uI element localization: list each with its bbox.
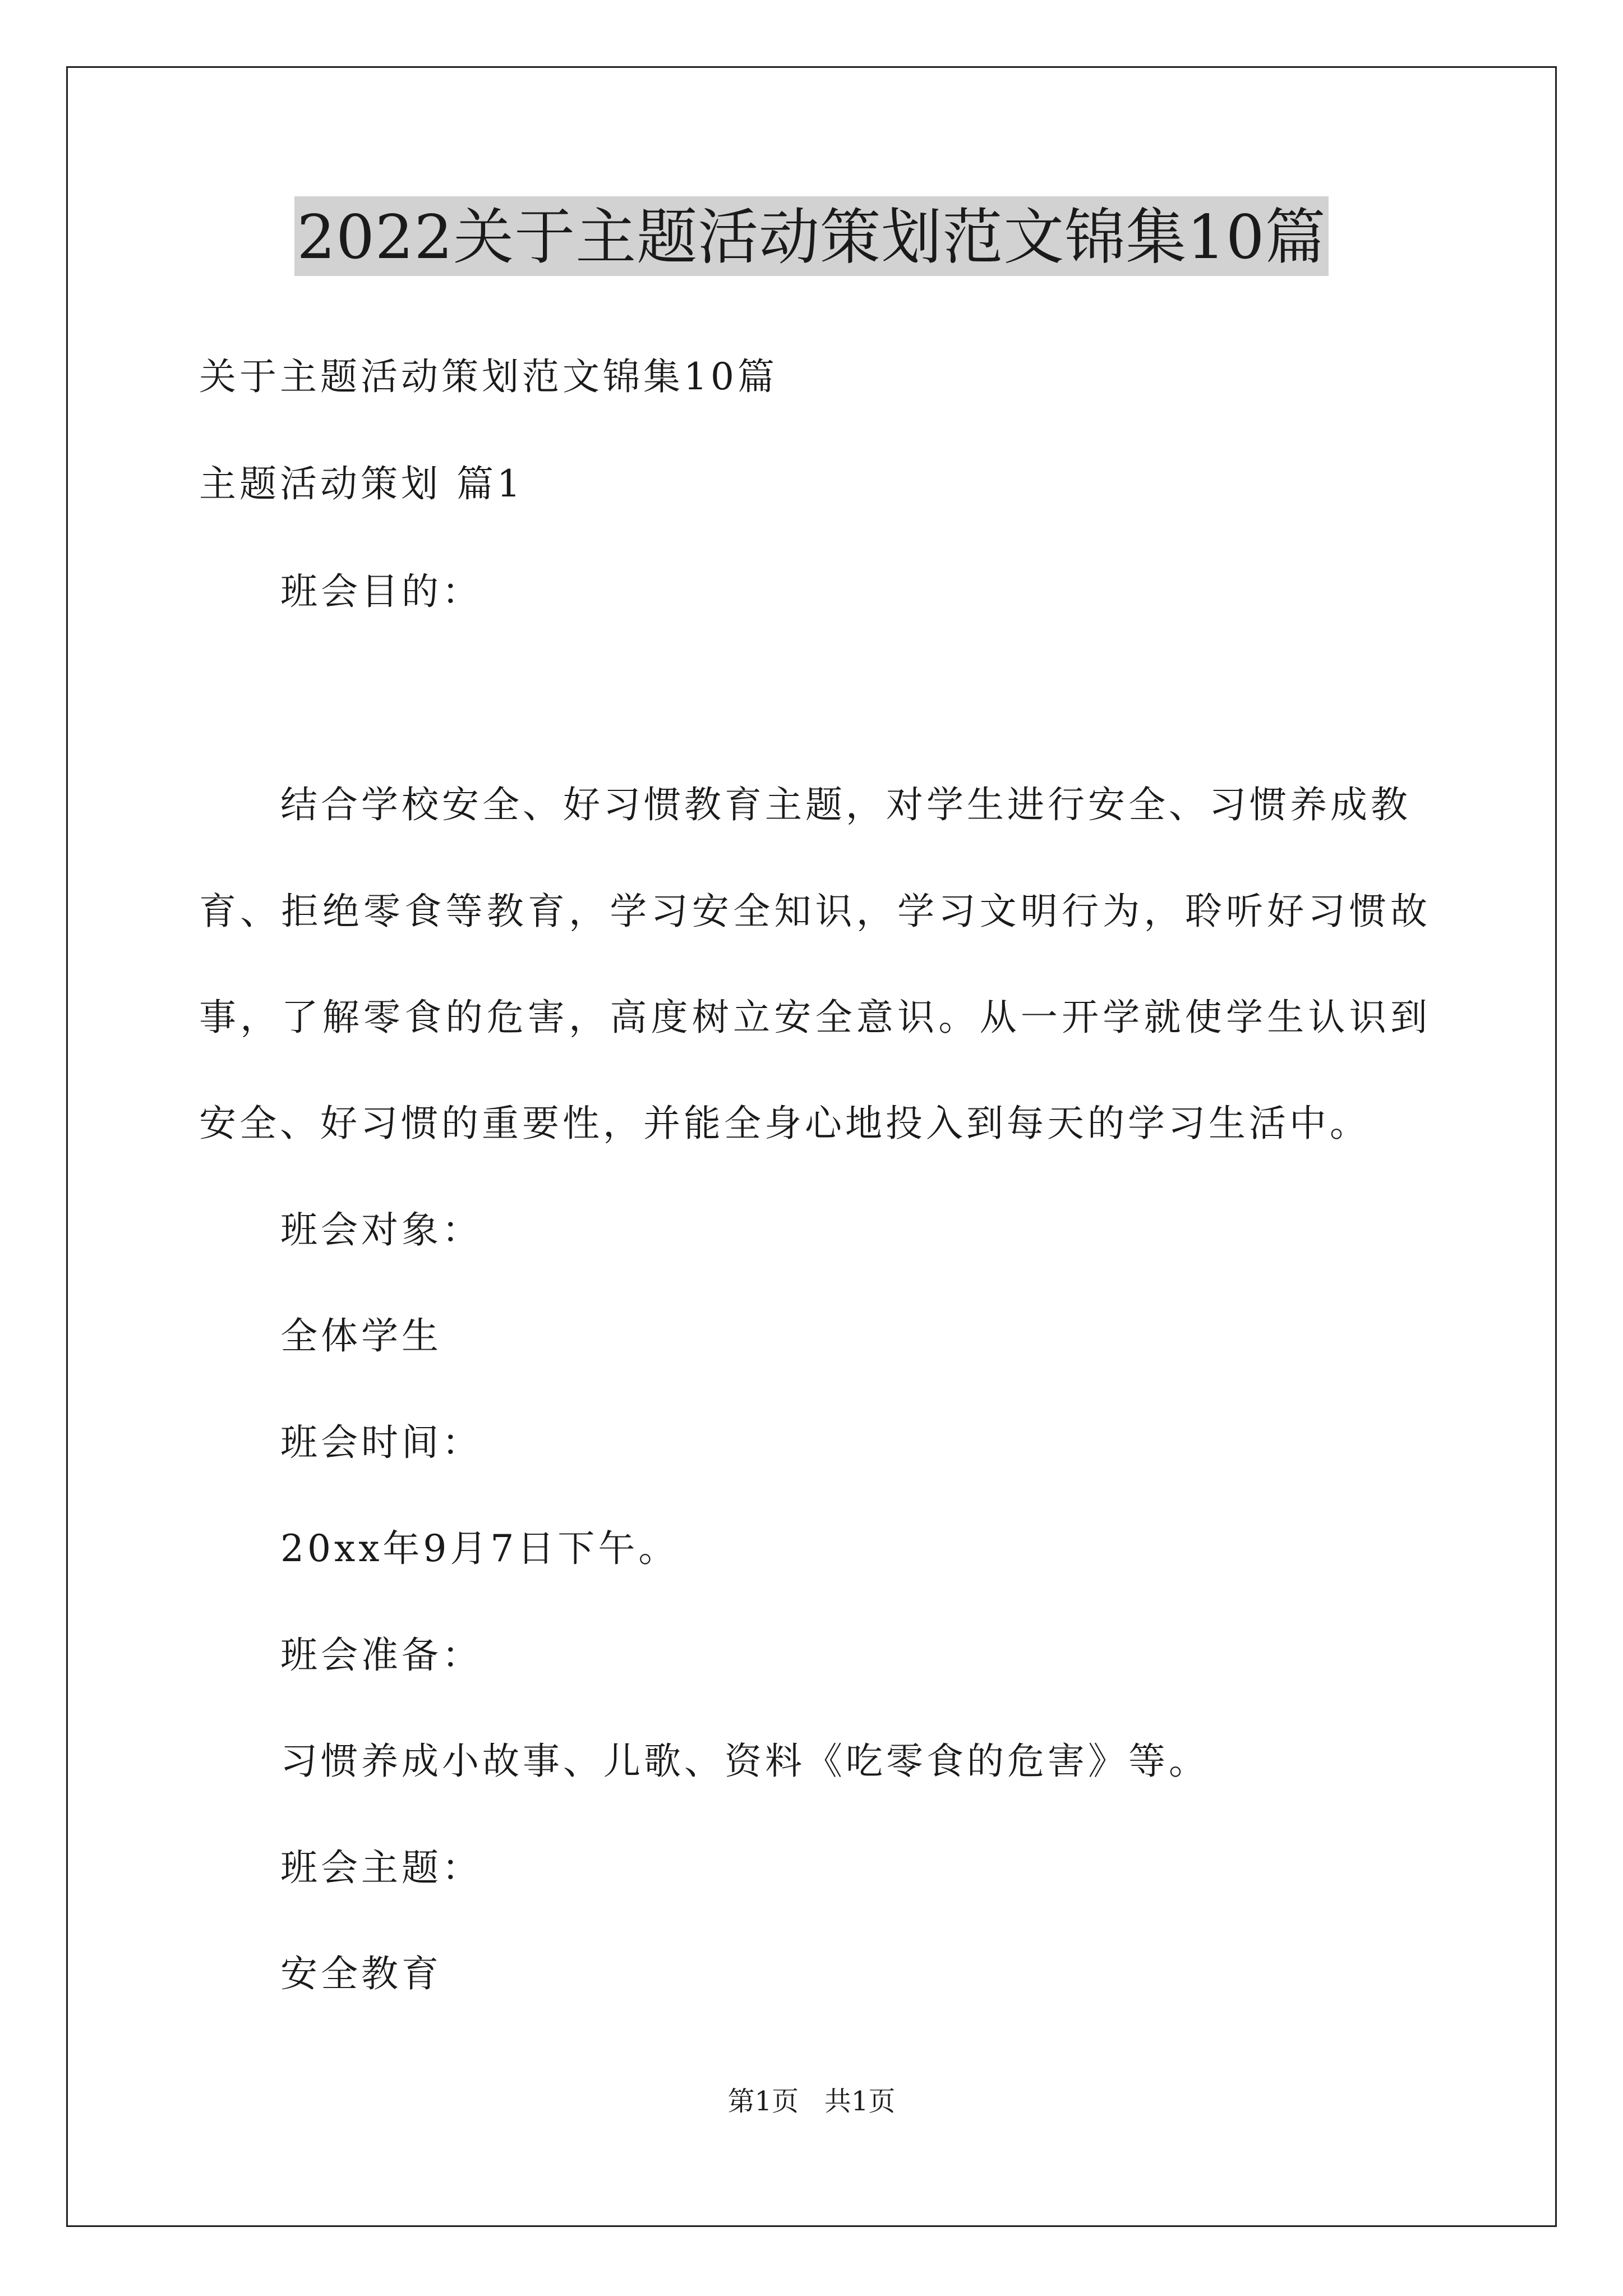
title-container xyxy=(0,196,1623,276)
body-line-3: 事，了解零食的危害，高度树立安全意识。从一开学就使学生认识到 xyxy=(199,996,1427,1039)
paragraph-label-audience: 班会对象： xyxy=(280,1208,482,1251)
body-line-4: 安全、好习惯的重要性，并能全身心地投入到每天的学习生活中。 xyxy=(199,1102,1370,1145)
paragraph-preparation: 习惯养成小故事、儿歌、资料《吃零食的危害》等。 xyxy=(280,1740,1209,1783)
document-title: 2022关于主题活动策划范文锦集10篇 xyxy=(294,196,1328,276)
section-heading: 主题活动策划 篇1 xyxy=(199,462,524,505)
paragraph-time: 20xx年9月7日下午。 xyxy=(280,1527,679,1570)
paragraph-audience: 全体学生 xyxy=(280,1314,442,1358)
paragraph-theme: 安全教育 xyxy=(280,1952,442,1995)
paragraph-label-theme: 班会主题： xyxy=(280,1846,482,1889)
document-subtitle: 关于主题活动策划范文锦集10篇 xyxy=(199,355,778,398)
body-line-2: 育、拒绝零食等教育，学习安全知识，学习文明行为，聆听好习惯故 xyxy=(199,890,1427,933)
paragraph-label-preparation: 班会准备： xyxy=(280,1634,482,1677)
paragraph-label-time: 班会时间： xyxy=(280,1421,482,1464)
page-footer: 第1页 共1页 xyxy=(727,2086,896,2117)
paragraph-label-purpose: 班会目的： xyxy=(280,570,482,613)
body-line-1: 结合学校安全、好习惯教育主题，对学生进行安全、习惯养成教 xyxy=(280,783,1411,826)
